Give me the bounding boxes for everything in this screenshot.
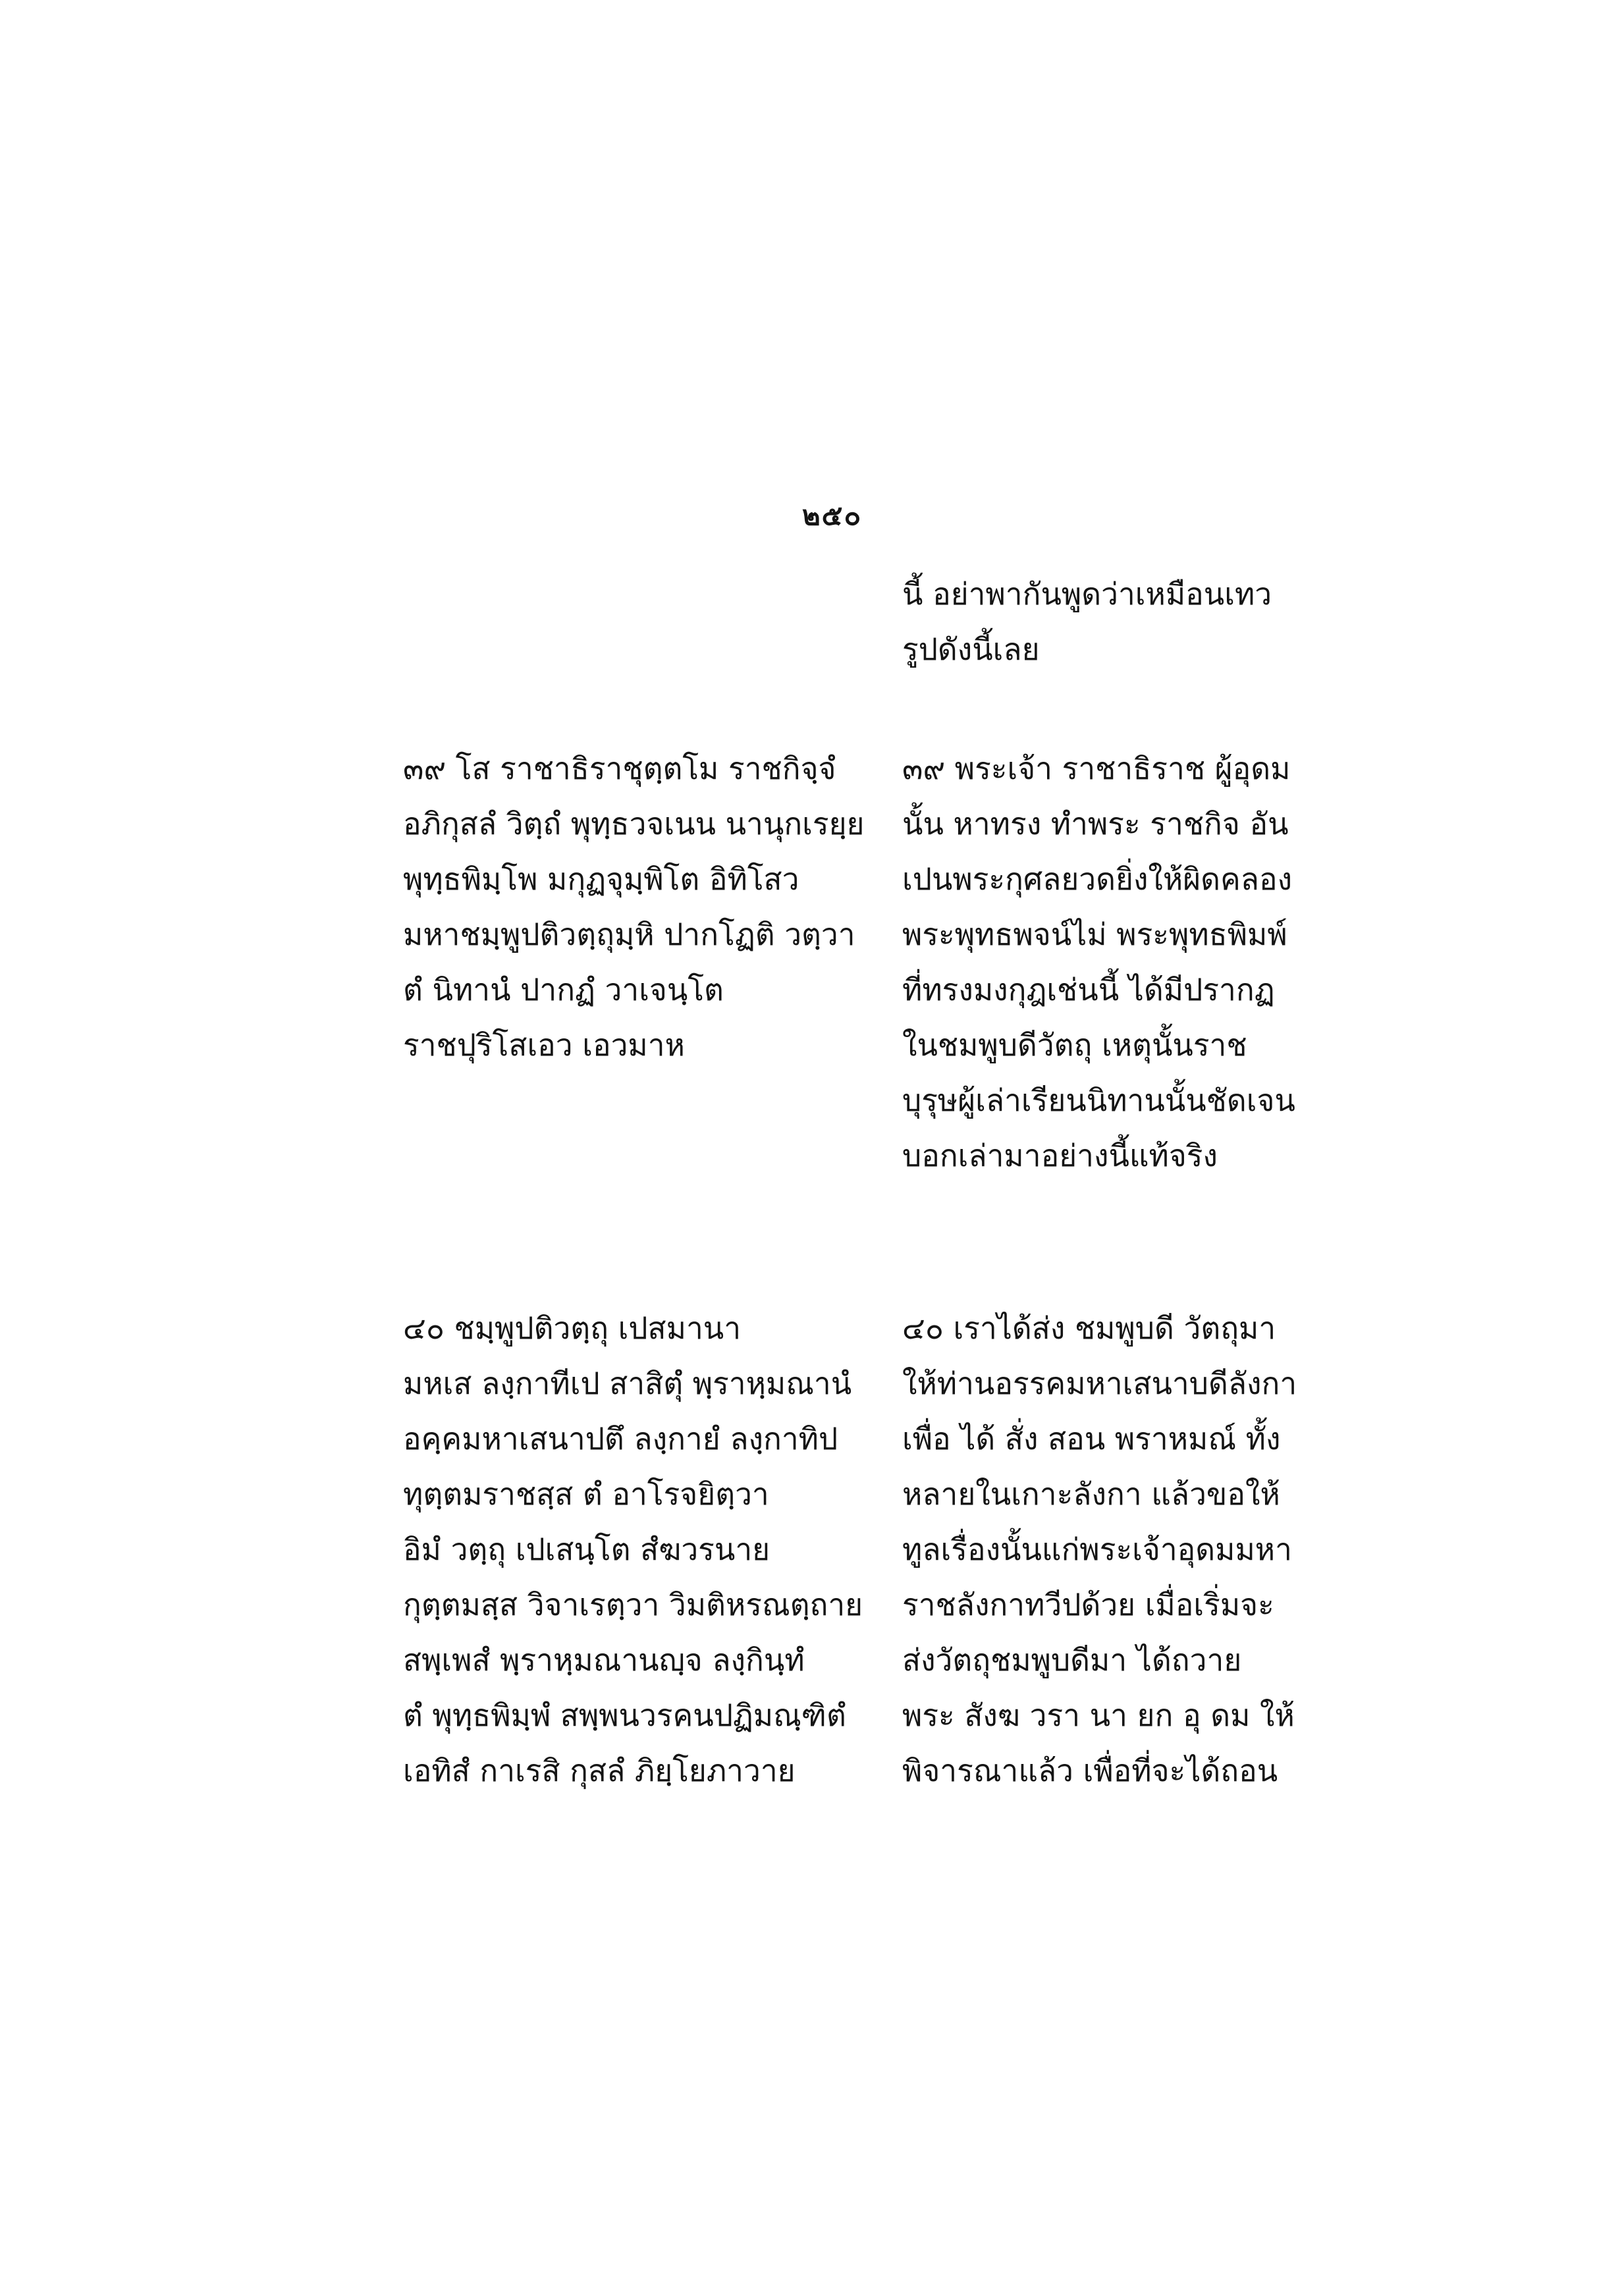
verse-line: พุทฺธพิมฺโพ มกุฏจุมฺพิโต อิทิโสว — [403, 861, 799, 897]
continuation-line: รูปดังนี้เลย — [902, 631, 1040, 667]
translation-line: พิจารณาแล้ว เพื่อที่จะได้ถอน — [902, 1753, 1278, 1788]
verse-line: กุตฺตมสฺส วิจาเรตฺวา วิมติหรณตฺถาย — [403, 1587, 863, 1622]
verse-line: มหเส ลงฺกาทีเป สาสิตุํ พฺราหฺมณานํ — [403, 1366, 852, 1401]
verse-line: สพฺเพสํ พฺราหฺมณานญฺจ ลงฺกินฺทํ — [403, 1642, 805, 1678]
verse-line: ๔๐ ชมฺพูปติวตฺถุ เปสมานา — [403, 1310, 742, 1346]
page-number: ๒๕๐ — [802, 499, 863, 531]
verse-39-thai — [902, 741, 1295, 1183]
verse-40-thai — [902, 1300, 1297, 1798]
translation-line: เพื่อ ได้ สั่ง สอน พราหมณ์ ทั้ง — [902, 1421, 1281, 1456]
verse-39-pali — [403, 741, 877, 1073]
continuation-block — [902, 566, 1278, 677]
translation-line: บุรุษผู้เล่าเรียนนิทานนั้นชัดเจน — [902, 1082, 1295, 1118]
translation-line: ส่งวัตถุชมพูบดีมา ได้ถวาย — [902, 1642, 1242, 1678]
verse-line: ทุตฺตมราชสฺส ตํ อาโรจยิตฺวา — [403, 1476, 769, 1512]
translation-line: นั้น หาทรง ทำพระ ราชกิจ อัน — [902, 806, 1289, 841]
translation-line: ทูลเรื่องนั้นแก่พระเจ้าอุดมมหา — [902, 1532, 1292, 1567]
translation-line: พระพุทธพจน์ไม่ พระพุทธพิมพ์ — [902, 917, 1287, 952]
translation-line: ที่ทรงมงกุฎเช่นนี้ ได้มีปรากฏ — [902, 972, 1275, 1007]
translation-line: ๔๐ เราได้ส่ง ชมพูบดี วัตถุมา — [902, 1310, 1276, 1346]
translation-line: บอกเล่ามาอย่างนี้แท้จริง — [902, 1138, 1218, 1173]
verse-40-pali — [403, 1300, 877, 1798]
verse-line: ๓๙ โส ราชาธิราชุตฺตโม ราชกิจฺจํ — [403, 751, 836, 786]
verse-line: ตํ นิทานํ ปากฏํ วาเจนฺโต — [403, 972, 724, 1007]
translation-line: พระ สังฆ วรา นา ยก อุ ดม ให้ — [902, 1697, 1295, 1733]
translation-line: ในชมพูบดีวัตถุ เหตุนั้นราช — [902, 1027, 1247, 1063]
translation-line: ๓๙ พระเจ้า ราชาธิราช ผู้อุดม — [902, 751, 1291, 786]
verse-line: อภิกุสลํ วิตฺถํ พุทฺธวจเนน นานุกเรยฺย — [403, 806, 865, 841]
verse-line: อคฺคมหาเสนาปตึ ลงฺกายํ ลงฺกาทิป — [403, 1421, 838, 1456]
verse-line: มหาชมฺพูปติวตฺถุมฺหิ ปากโฏติ วตฺวา — [403, 917, 855, 952]
continuation-line: นี้ อย่าพากันพูดว่าเหมือนเทว — [902, 576, 1272, 612]
verse-line: ตํ พุทฺธพิมฺพํ สพฺพนวรคนปฏิมณฺฑิตํ — [403, 1697, 846, 1733]
translation-line: ราชลังกาทวีปด้วย เมื่อเริ่มจะ — [902, 1587, 1274, 1622]
translation-line: ให้ท่านอรรคมหาเสนาบดีลังกา — [902, 1366, 1297, 1401]
translation-line: หลายในเกาะลังกา แล้วขอให้ — [902, 1476, 1280, 1512]
verse-line: ราชปุริโสเอว เอวมาห — [403, 1027, 685, 1063]
verse-line: อิมํ วตฺถุ เปเสนฺโต สํฆวรนาย — [403, 1532, 770, 1567]
verse-line: เอทิสํ กาเรสิ กุสลํ ภิยฺโยภาวาย — [403, 1753, 796, 1788]
translation-line: เปนพระกุศลยวดยิ่งให้ผิดคลอง — [902, 861, 1293, 897]
